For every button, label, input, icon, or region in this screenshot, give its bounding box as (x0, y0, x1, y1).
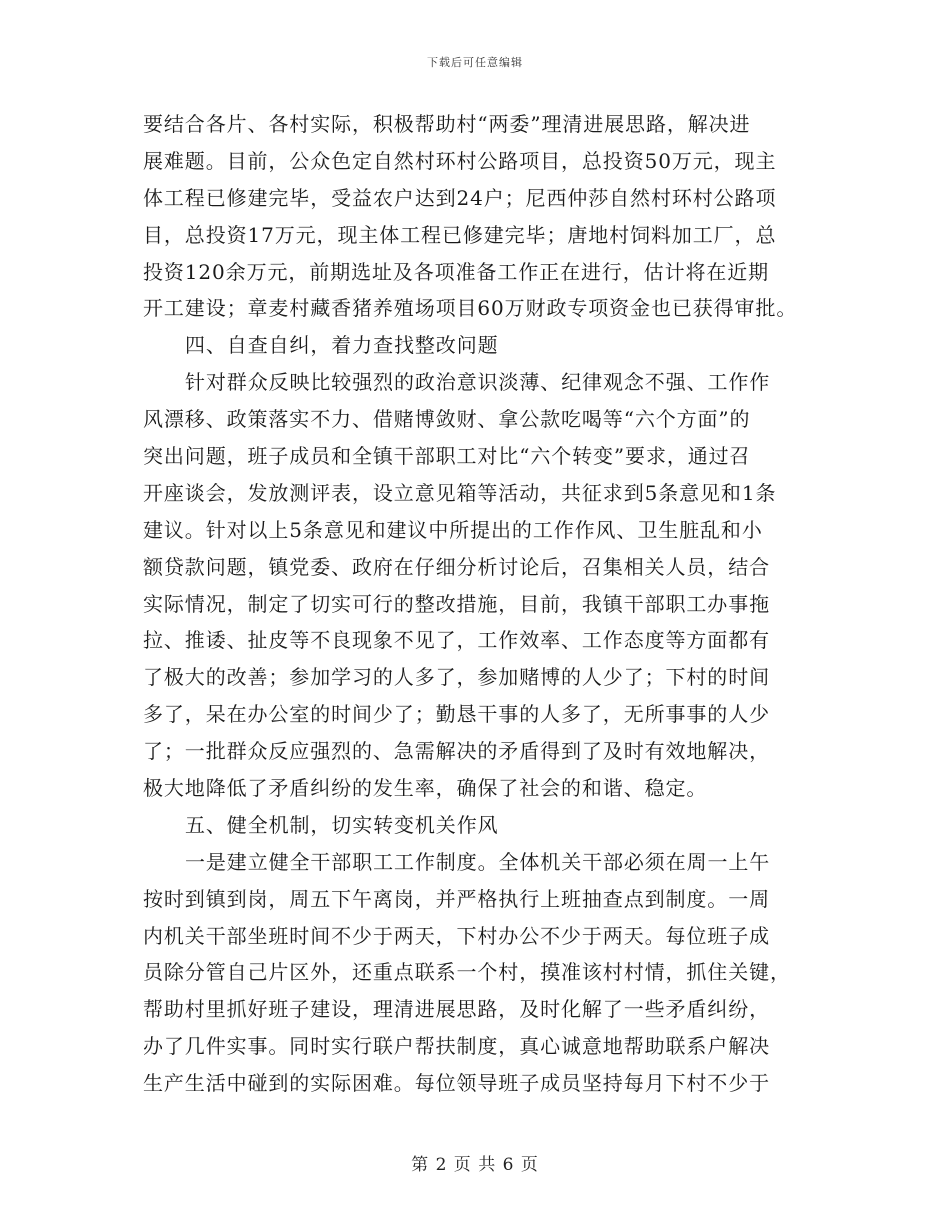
text-line: 要结合各片、各村实际，积极帮助村“两委”理清进展思路，解决进 (143, 112, 751, 136)
text-line: 目，总投资17万元，现主体工程已修建完毕；唐地村饲料加工厂，总 (143, 222, 777, 247)
text-line: 内机关干部坐班时间不少于两天，下村办公不少于两天。每位班子成 (143, 923, 770, 948)
text-line: 展难题。目前，公众色定自然村环村公路项目，总投资50万元，现主 (143, 148, 777, 173)
text-line: 建议。针对以上5条意见和建议中所提出的工作作风、卫生脏乱和小 (143, 517, 763, 542)
text-line: 了；一批群众反应强烈的、急需解决的矛盾得到了及时有效地解决， (143, 739, 770, 764)
text-line: 极大地降低了矛盾纠纷的发生率，确保了社会的和谐、稳定。 (143, 776, 708, 801)
text-line: 开座谈会，发放测评表，设立意见箱等活动，共征求到5条意见和1条 (143, 480, 777, 505)
page-header: 下载后可任意编辑 (427, 56, 523, 69)
text-line: 突出问题，班子成员和全镇干部职工对比“六个转变”要求，通过召 (143, 444, 751, 469)
page-number: 第 2 页 共 6 页 (411, 1155, 539, 1175)
text-line: 拉、推诿、扯皮等不良现象不见了，工作效率、工作态度等方面都有 (143, 628, 770, 653)
text-line: 投资120余万元，前期选址及各项准备工作正在进行，估计将在近期 (143, 259, 770, 284)
text-line: 五、健全机制，切实转变机关作风 (185, 812, 499, 837)
text-line: 了极大的改善；参加学习的人多了，参加赌博的人少了；下村的时间 (143, 665, 770, 690)
text-line: 风漂移、政策落实不力、借赌博敛财、拿公款吃喝等“六个方面”的 (143, 407, 751, 432)
text-line: 生产生活中碰到的实际困难。每位领导班子成员坚持每月下村不少于 (143, 1071, 770, 1096)
text-line: 办了几件实事。同时实行联户帮扶制度，真心诚意地帮助联系户解决 (143, 1034, 770, 1059)
text-line: 实际情况，制定了切实可行的整改措施，目前，我镇干部职工办事拖 (143, 591, 770, 616)
text-line: 针对群众反映比较强烈的政治意识淡薄、纪律观念不强、工作作 (185, 370, 771, 395)
text-line: 帮助村里抓好班子建设，理清进展思路，及时化解了一些矛盾纠纷， (143, 997, 770, 1022)
text-line: 额贷款问题，镇党委、政府在仔细分析讨论后，召集相关人员，结合 (143, 554, 770, 579)
text-line: 按时到镇到岗，周五下午离岗，并严格执行上班抽查点到制度。一周 (143, 886, 770, 911)
document-body (143, 106, 823, 1102)
text-line: 体工程已修建完毕，受益农户达到24户；尼西仲莎自然村环村公路项 (143, 185, 777, 210)
text-line: 员除分管自己片区外，还重点联系一个村，摸准该村村情，抓住关键， (143, 960, 791, 985)
text-line: 一是建立健全干部职工工作制度。全体机关干部必须在周一上午 (185, 849, 771, 874)
text-line: 开工建设；章麦村藏香猪养殖场项目60万财政专项资金也已获得审批。 (143, 296, 798, 321)
text-line: 四、自查自纠，着力查找整改问题 (185, 333, 499, 358)
text-line: 多了，呆在办公室的时间少了；勤恳干事的人多了，无所事事的人少 (143, 702, 770, 727)
